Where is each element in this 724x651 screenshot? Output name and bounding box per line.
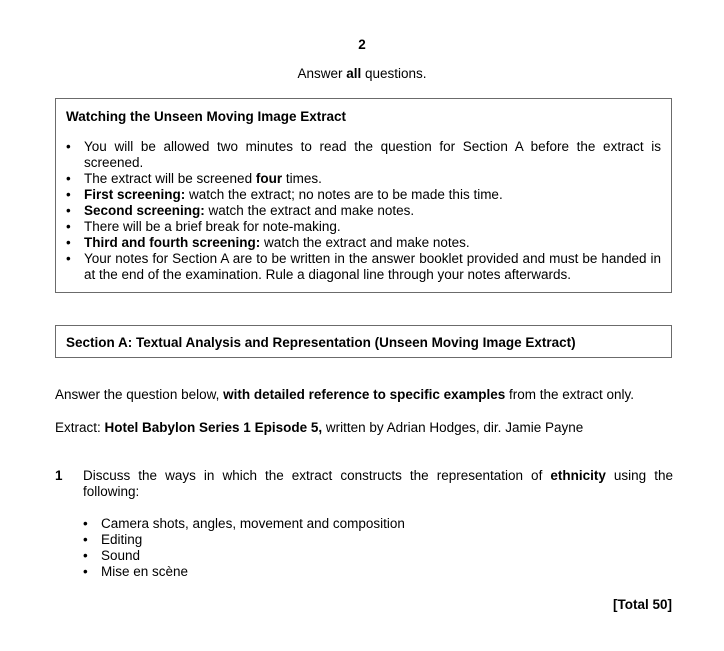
question-text-before: Discuss the ways in which the extract constructs the representation of [83,468,551,483]
question-bullet-sound: • Sound [83,548,405,564]
total-marks: [Total 50] [612,597,672,612]
answer-instruction-bold: with detailed reference to specific examples [223,387,506,402]
instruction-text-after: questions. [361,66,427,81]
instruction-text-before: Answer [297,66,347,81]
watching-box-title: Watching the Unseen Moving Image Extract [66,109,347,124]
bullet-text: There will be a brief break for note-making. [84,219,341,234]
section-a-title: Section A: Textual Analysis and Representation (Unseen Moving Image Extract) [66,335,576,350]
watching-bullet-reading-time [66,139,661,171]
extract-reference [55,420,675,436]
bullet-text: watch the extract; no notes are to be made this time. [185,187,503,202]
bullet-bold-text: four [255,171,283,186]
watching-bullet-list [66,139,661,283]
bullet-bold-label: Third and fourth screening: [84,235,261,250]
extract-credits: written by Adrian Hodges, dir. Jamie Payne [322,420,584,435]
bullet-text: The extract will be screened [84,171,256,186]
watching-bullet-first-screening [66,187,661,203]
watching-bullet-screen-count [66,171,661,187]
watching-bullet-second-screening [66,203,661,219]
bullet-text: watch the extract and make notes. [204,203,415,218]
answer-instruction [55,387,675,403]
watching-extract-box [55,98,672,293]
extract-title: Hotel Babylon Series 1 Episode 5, [104,420,323,435]
bullet-text-after: times. [282,171,322,186]
question-bullet-editing: • Editing [83,532,405,548]
bullet-text: Your notes for Section A are to be written in the answer booklet provided and must be handed in at the end of the examination. Rule a diagonal line through your notes afterwards. [84,251,661,282]
watching-bullet-third-fourth-screening [66,235,661,251]
question-bullet-mise-en-scene: • Mise en scène [83,564,405,580]
watching-bullet-break [66,219,661,235]
answer-instruction-before: Answer the question below, [55,387,224,402]
question-text-after: using the following: [83,468,673,499]
watching-bullet-notes [66,251,661,283]
question-bullet-camera: • Camera shots, angles, movement and composition [83,516,405,532]
question-text-bold: ethnicity [550,468,606,483]
bullet-bold-label: Second screening: [84,203,205,218]
page-number: 2 [358,37,366,52]
bullet-text: watch the extract and make notes. [260,235,470,250]
answer-instruction-after: from the extract only. [505,387,635,402]
extract-label: Extract: [55,420,105,435]
general-instruction [0,66,724,82]
question-bullet-list [83,516,405,580]
bullet-bold-label: First screening: [84,187,186,202]
instruction-text-bold: all [346,66,362,81]
question-text [83,468,673,500]
section-a-heading-box [55,325,672,358]
bullet-text: You will be allowed two minutes to read the question for Section A before the extract is screened. [84,139,661,170]
question-number: 1 [55,468,63,483]
